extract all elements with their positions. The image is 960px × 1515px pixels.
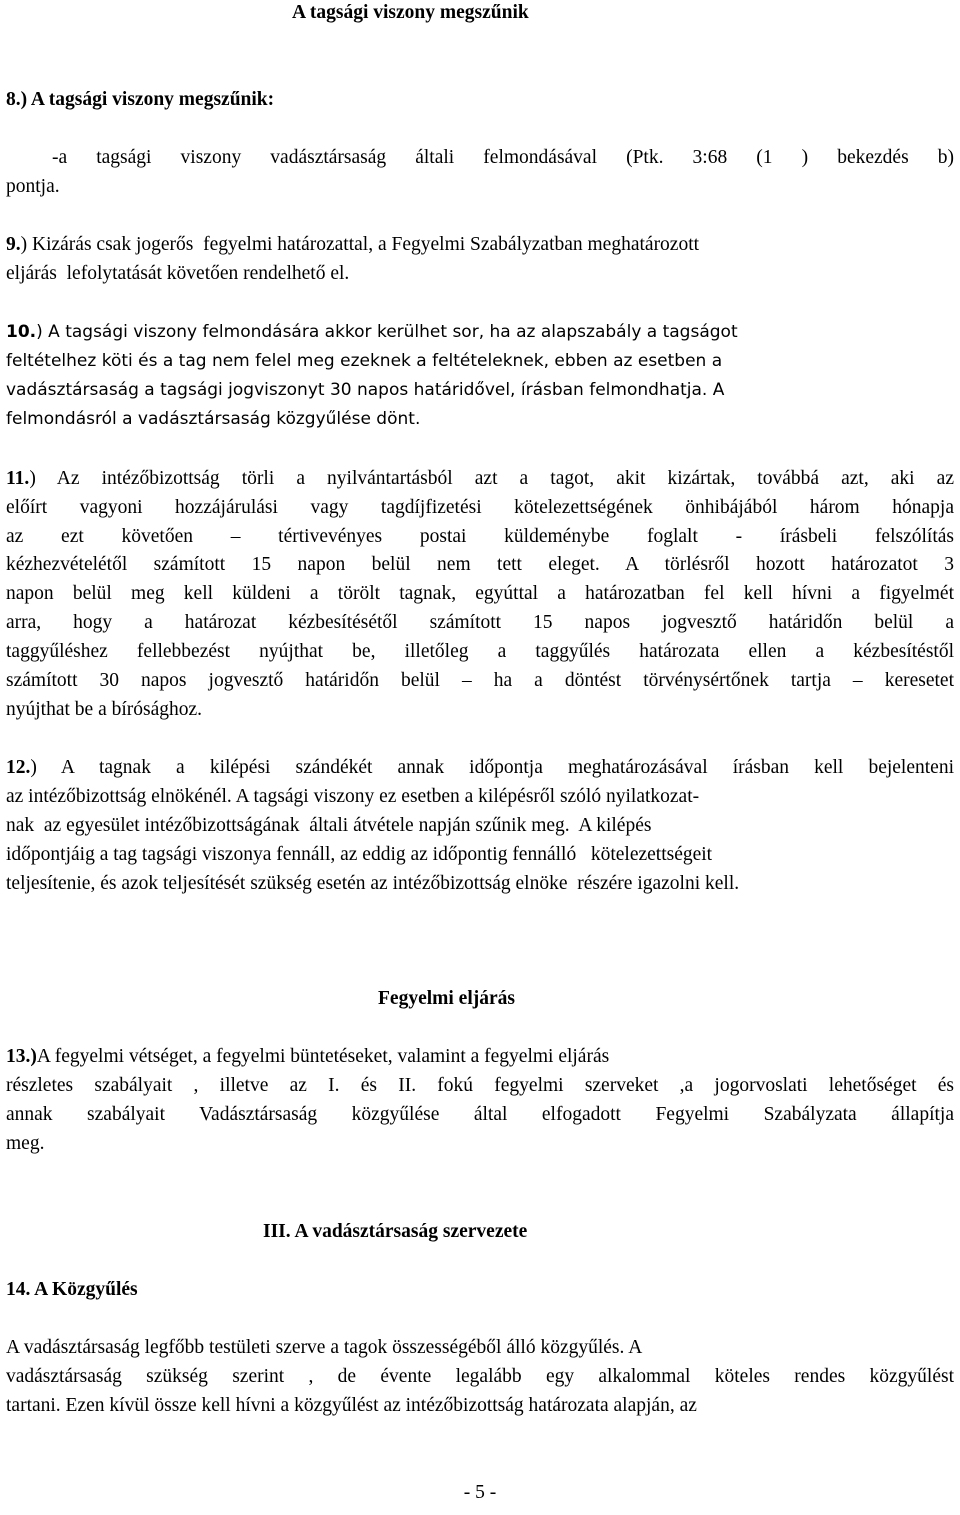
section-12-line-4: időpontjáig a tag tagsági viszonya fennáll, az eddig az időpontig fennálló kötelezettségeit <box>6 844 713 865</box>
section-10-line-2: feltételhez köti és a tag nem felel meg ezeknek a feltételeknek, ebben az esetben a <box>6 351 723 371</box>
section-9-line-1: 9.) Kizárás csak jogerős fegyelmi határozattal, a Fegyelmi Szabályzatban meghatározott <box>6 234 700 255</box>
section-3-heading: III. A vadásztársaság szervezete <box>263 1221 528 1242</box>
section-14-heading: 14. A Közgyűlés <box>6 1279 138 1300</box>
fegyelmi-eljaras-heading: Fegyelmi eljárás <box>378 988 515 1009</box>
section-10-line-1: 10.) A tagsági viszony felmondására akkor kerülhet sor, ha az alapszabály a tagságot <box>6 322 738 342</box>
section-13-line-2: részletes szabályait , illetve az I. és II. fokú fegyelmi szerveket ,a jogorvoslati lehetőséget és <box>6 1075 954 1096</box>
section-11-line-7: taggyűléshez fellebbezést nyújthat be, illetőleg a taggyűlés határozata ellen a kézbesítéstől <box>6 641 954 662</box>
section-9-number: 9. <box>6 234 21 255</box>
section-11-line-3: az ezt követően – tértivevényes postai küldeménybe foglalt - írásbeli felszólítás <box>6 526 954 547</box>
section-9-line-2: eljárás lefolytatását követően rendelhető el. <box>6 263 350 284</box>
section-13-line-4: meg. <box>6 1133 45 1154</box>
section-10-line-4: felmondásról a vadásztársaság közgyűlése dönt. <box>6 409 421 429</box>
section-12-number: 12. <box>6 757 31 778</box>
section-13-line-1: 13.)A fegyelmi vétséget, a fegyelmi büntetéseket, valamint a fegyelmi eljárás <box>6 1046 610 1067</box>
section-12-line-1: 12.) A tagnak a kilépési szándékét annak időpontja meghatározásával írásban kell bejelenteni <box>6 757 954 778</box>
section-11-line-4: kézhezvételétől számított 15 napon belül nem tett eleget. A törlésről hozott határozatot 3 <box>6 554 954 575</box>
section-8-line-2: pontja. <box>6 176 60 197</box>
section-11-line-6: arra, hogy a határozat kézbesítésétől számított 15 napos jogvesztő határidőn belül a <box>6 612 954 633</box>
page-number: - 5 - <box>463 1482 497 1503</box>
section-11-line-9: nyújthat be a bírósághoz. <box>6 699 203 720</box>
section-13-number: 13.) <box>6 1046 37 1067</box>
section-14-line-1: A vadásztársaság legfőbb testületi szerve a tagok összességéből álló közgyűlés. A <box>6 1337 643 1358</box>
section-8-heading: 8.) A tagsági viszony megszűnik: <box>6 89 275 110</box>
section-11-number: 11. <box>6 468 30 489</box>
section-11-line-5: napon belül meg kell küldeni a törölt tagnak, egyúttal a határozatban fel kell hívni a figyelmét <box>6 583 954 604</box>
section-12-line-5: teljesítenie, és azok teljesítését szükség esetén az intézőbizottság elnöke részére igazolni kell. <box>6 873 740 894</box>
section-14-line-2: vadásztársaság szükség szerint , de évente legalább egy alkalommal köteles rendes közgyűlést <box>6 1366 954 1387</box>
page-title: A tagsági viszony megszűnik <box>292 2 529 23</box>
section-14-line-3: tartani. Ezen kívül össze kell hívni a közgyűlést az intézőbizottság határozata alapján, az <box>6 1395 697 1416</box>
section-11-line-8: számított 30 napos jogvesztő határidőn belül – ha a döntést törvénysértőnek tartja – keresetet <box>6 670 954 691</box>
section-12-line-3: nak az egyesület intézőbizottságának általi átvétele napján szűnik meg. A kilépés <box>6 815 652 836</box>
section-11-line-2: előírt vagyoni hozzájárulási vagy tagdíjfizetési kötelezettségének önhibájából három hónapja <box>6 497 954 518</box>
section-10-number: 10. <box>6 322 37 342</box>
section-12-line-2: az intézőbizottság elnökénél. A tagsági viszony ez esetben a kilépésről szóló nyilatkozat- <box>6 786 700 807</box>
section-13-line-3: annak szabályait Vadásztársaság közgyűlése által elfogadott Fegyelmi Szabályzata állapítja <box>6 1104 954 1125</box>
section-10-line-3: vadásztársaság a tagsági jogviszonyt 30 napos határidővel, írásban felmondhatja. A <box>6 380 725 400</box>
section-8-line-1: -a tagsági viszony vadásztársaság általi felmondásával (Ptk. 3:68 (1 ) bekezdés b) <box>52 147 954 168</box>
section-11-line-1: 11.) Az intézőbizottság törli a nyilvántartásból azt a tagot, akit kizártak, továbbá azt, aki az <box>6 468 954 489</box>
